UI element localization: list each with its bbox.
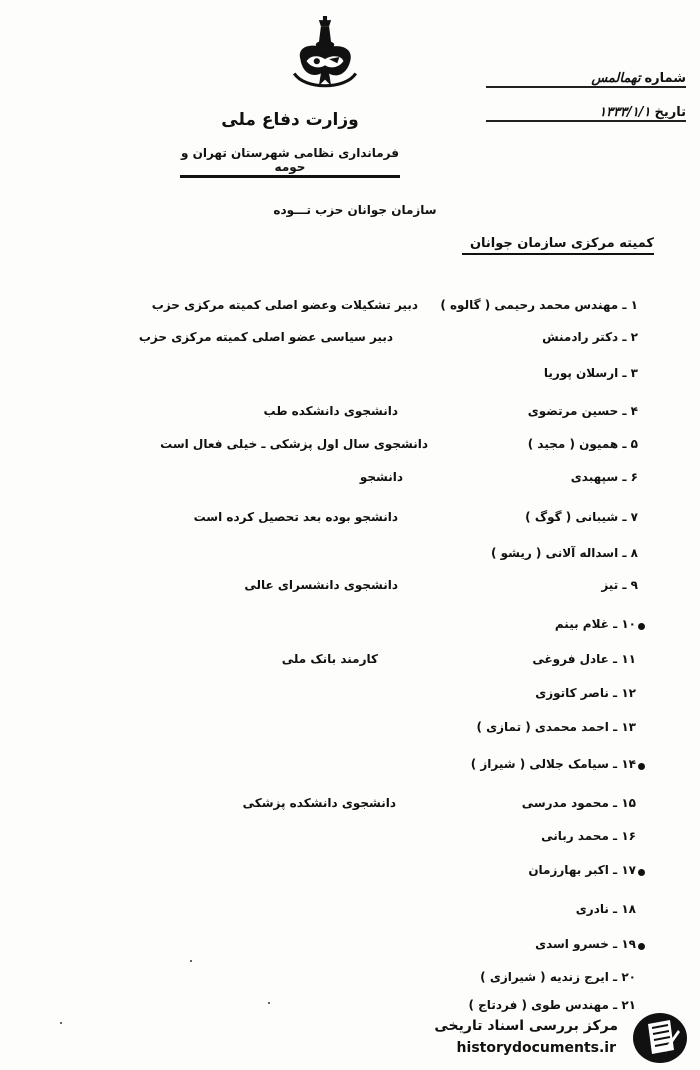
member-name: ۱۱ ـ عادل فروغی — [532, 652, 636, 666]
speck — [190, 960, 192, 962]
member-row — [16, 720, 636, 740]
member-row — [18, 510, 638, 530]
member-row — [16, 757, 636, 777]
member-row — [16, 796, 636, 816]
date-value: ۱۳۳۳/۱/۱ — [599, 105, 651, 120]
member-name: ۹ ـ تیز — [601, 578, 638, 592]
bullet-mark — [638, 943, 645, 950]
member-description: دانشجوی دانشکده طب — [263, 404, 398, 418]
member-description: دانشجو — [359, 470, 403, 484]
member-row — [18, 546, 638, 566]
member-row — [16, 829, 636, 849]
member-name: ۱۲ ـ ناصر کاتوزی — [535, 686, 636, 700]
member-description: دانشجوی دانشسرای عالی — [244, 578, 398, 592]
member-description: دانشجو بوده بعد تحصیل کرده است — [193, 510, 398, 524]
member-row — [18, 404, 638, 424]
member-name: ۴ ـ حسین مرتضوی — [527, 404, 638, 418]
member-name: ۵ ـ همیون ( مجید ) — [527, 437, 638, 451]
member-name: ۱۸ ـ نادری — [575, 902, 636, 916]
archive-watermark — [428, 1008, 698, 1064]
member-row — [18, 366, 638, 386]
speck — [268, 1002, 270, 1004]
section-title: کمیته مرکزی سازمان جوانان — [462, 236, 654, 255]
member-row — [16, 652, 636, 672]
member-row — [16, 617, 636, 637]
ministry-title: وزارت دفاع ملی — [221, 110, 359, 130]
member-name: ۱۷ ـ اکبر بهارزمان — [528, 863, 636, 877]
member-row — [16, 937, 636, 957]
speck — [60, 1022, 62, 1024]
member-description: دبیر سیاسی عضو اصلی کمیته مرکزی حزب — [138, 330, 393, 344]
member-row — [16, 902, 636, 922]
reference-block — [486, 60, 686, 128]
member-name: ۱۰ ـ غلام بینم — [554, 617, 636, 631]
member-name: ۳ ـ ارسلان پوریا — [543, 366, 638, 380]
date-label: تاریخ — [654, 105, 686, 120]
member-name: ۱۶ ـ محمد ربانی — [541, 829, 636, 843]
member-name: ۸ ـ اسداله آلانی ( ریشو ) — [490, 546, 638, 560]
member-row — [16, 970, 636, 990]
bullet-mark — [638, 623, 645, 630]
member-description: کارمند بانک ملی — [281, 652, 378, 666]
member-name: ۱۴ ـ سیامک جلالی ( شیراز ) — [470, 757, 636, 771]
member-row — [18, 578, 638, 598]
member-row — [16, 863, 636, 883]
member-name: ۶ ـ سپهبدی — [570, 470, 638, 484]
member-row — [18, 298, 638, 318]
number-value: تهمالمس — [591, 71, 641, 86]
member-row — [18, 437, 638, 457]
member-row — [16, 686, 636, 706]
number-label: شماره — [644, 71, 686, 86]
member-name: ۱۹ ـ خسرو اسدی — [535, 937, 636, 951]
member-row — [18, 470, 638, 490]
watermark-url: historydocuments.ir — [456, 1040, 616, 1056]
member-name: ۲۱ ـ مهندس طوی ( فردتاج ) — [468, 998, 636, 1012]
watermark-title: مرکز بررسی اسناد تاریخی — [434, 1018, 618, 1034]
organization-title: سازمان جوانان حزب تـــوده — [273, 203, 437, 217]
member-row — [18, 330, 638, 350]
date-row — [486, 94, 686, 122]
bullet-mark — [638, 763, 645, 770]
member-name: ۲ ـ دکتر رادمنش — [542, 330, 638, 344]
member-description: دانشجوی دانشکده پزشکی — [242, 796, 396, 810]
bullet-mark — [638, 869, 645, 876]
member-name: ۱۵ ـ محمود مدرسی — [521, 796, 636, 810]
member-description: دبیر تشکیلات وعضو اصلی کمیته مرکزی حزب — [151, 298, 418, 312]
member-description: دانشجوی سال اول پزشکی ـ خیلی فعال است — [160, 437, 428, 451]
member-name: ۱ ـ مهندس محمد رحیمی ( گالوه ) — [440, 298, 638, 312]
ministry-subtitle: فرمانداری نظامی شهرستان تهران و حومه — [180, 146, 400, 178]
document-seal-icon — [630, 1010, 690, 1066]
lion-and-sun-emblem-icon — [284, 14, 366, 96]
member-name: ۲۰ ـ ایرج زندیه ( شیرازی ) — [480, 970, 636, 984]
member-name: ۱۳ ـ احمد محمدی ( تمازی ) — [476, 720, 636, 734]
number-row — [486, 60, 686, 88]
member-name: ۷ ـ شیبانی ( گوگ ) — [525, 510, 638, 524]
